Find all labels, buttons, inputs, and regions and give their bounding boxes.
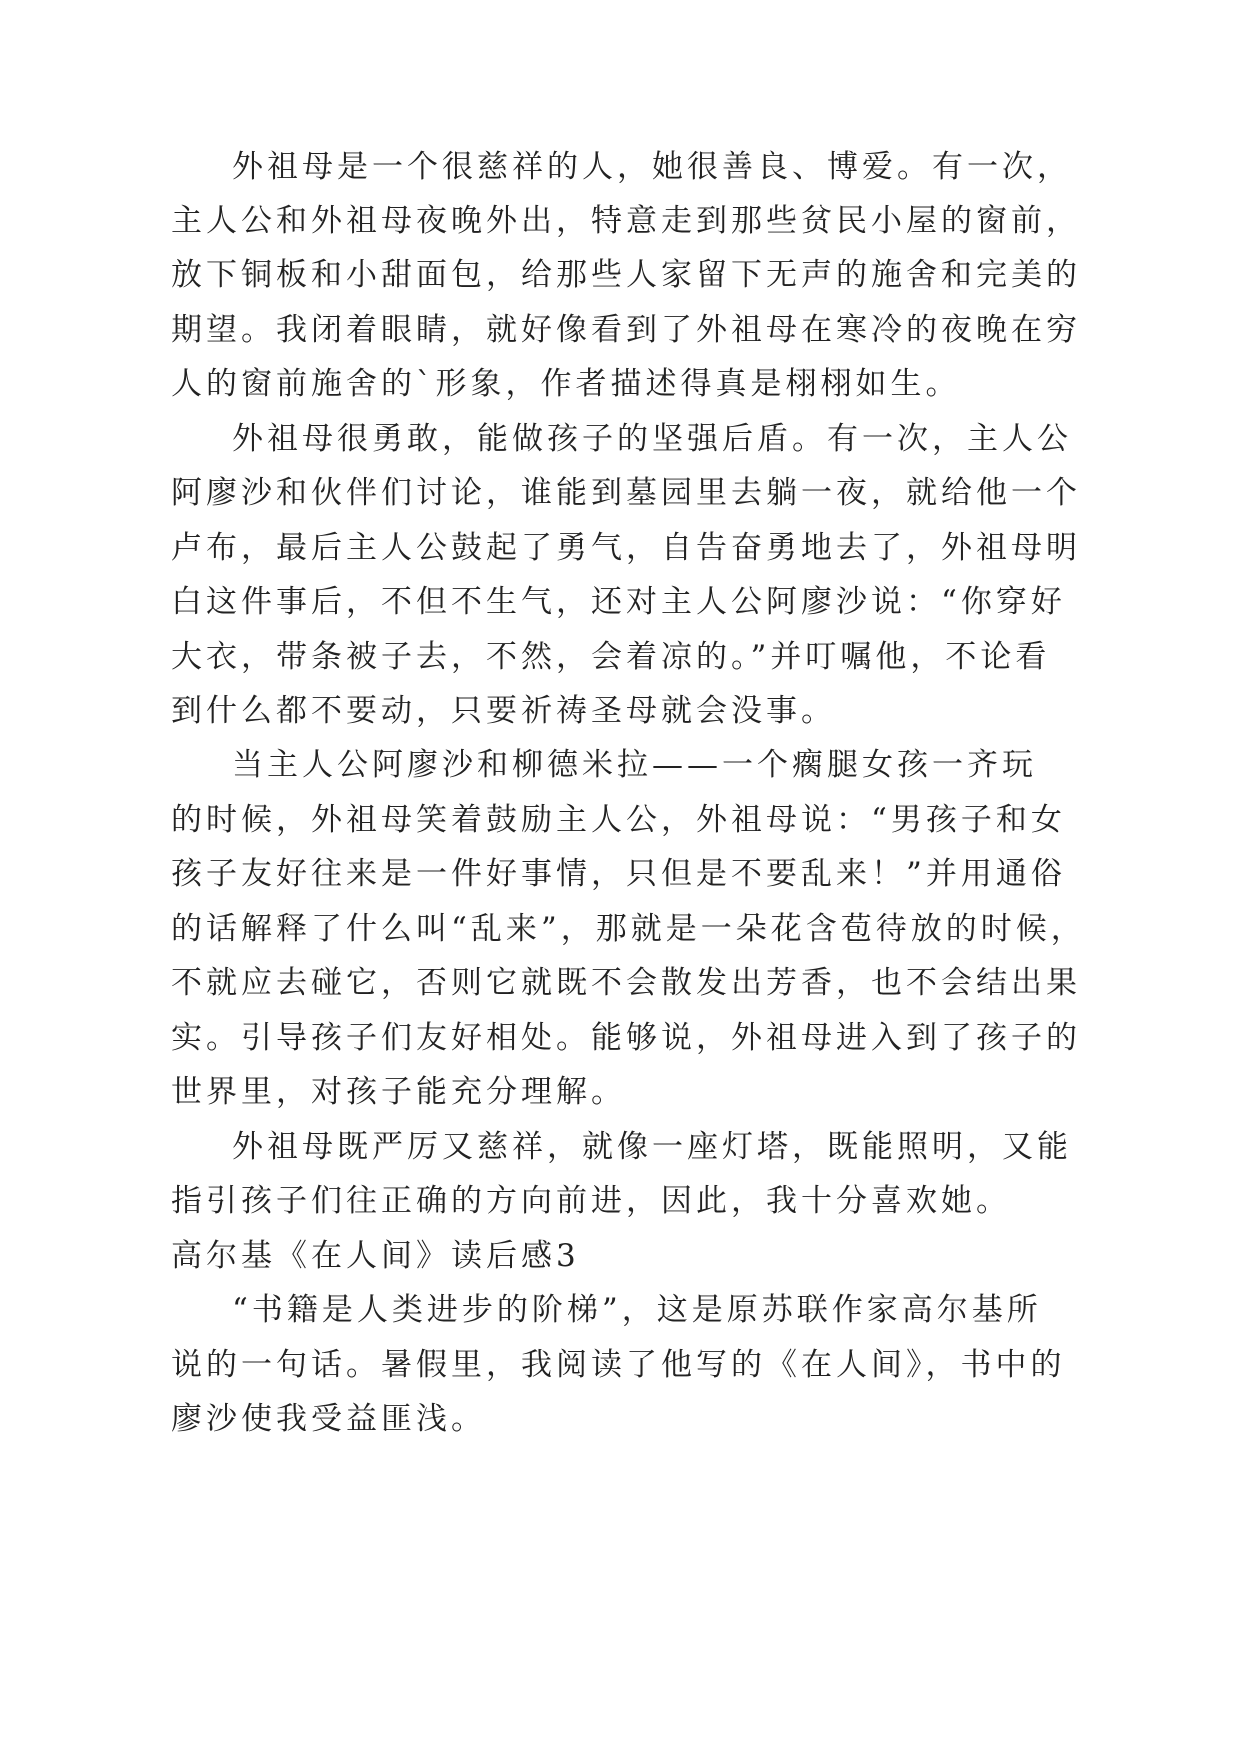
text-line: 的时候，外祖母笑着鼓励主人公，外祖母说：“男孩子和女 [171, 802, 1066, 838]
text-line: 期望。我闭着眼睛，就好像看到了外祖母在寒冷的夜晚在穷 [171, 312, 1081, 348]
text-line: 实。引导孩子们友好相处。能够说，外祖母进入到了孩子的 [171, 1020, 1081, 1056]
text-line: 的话解释了什么叫“乱来”，那就是一朵花含苞待放的时候， [171, 911, 1086, 947]
text-line: 说的一句话。暑假里，我阅读了他写的《在人间》，书中的 [171, 1347, 1066, 1383]
text-line: 主人公和外祖母夜晚外出，特意走到那些贫民小屋的窗前， [171, 203, 1081, 239]
text-line: 指引孩子们往正确的方向前进，因此，我十分喜欢她。 [171, 1183, 1011, 1219]
text-line: “书籍是人类进步的阶梯”，这是原苏联作家高尔基所 [232, 1292, 1042, 1328]
text-line: 卢布，最后主人公鼓起了勇气，自告奋勇地去了，外祖母明 [171, 530, 1081, 566]
text-line: 外祖母是一个很慈祥的人，她很善良、博爱。有一次， [232, 149, 1072, 185]
text-line: 孩子友好往来是一件好事情，只但是不要乱来！”并用通俗 [171, 856, 1066, 892]
text-line: 人的窗前施舍的`形象，作者描述得真是栩栩如生。 [171, 366, 961, 402]
text-line: 放下铜板和小甜面包，给那些人家留下无声的施舍和完美的 [171, 257, 1081, 293]
text-line: 到什么都不要动，只要祈祷圣母就会没事。 [171, 693, 836, 729]
text-line: 当主人公阿廖沙和柳德米拉——一个瘸腿女孩一齐玩 [232, 747, 1037, 783]
text-line: 外祖母既严厉又慈祥，就像一座灯塔，既能照明，又能 [232, 1129, 1072, 1165]
text-line: 白这件事后，不但不生气，还对主人公阿廖沙说：“你穿好 [171, 584, 1066, 620]
text-line: 廖沙使我受益匪浅。 [171, 1401, 486, 1437]
text-line: 大衣，带条被子去，不然，会着凉的。”并叮嘱他，不论看 [171, 639, 1051, 675]
text-line: 外祖母很勇敢，能做孩子的坚强后盾。有一次，主人公 [232, 421, 1072, 457]
text-line: 不就应去碰它，否则它就既不会散发出芳香，也不会结出果 [171, 965, 1081, 1001]
text-line: 阿廖沙和伙伴们讨论，谁能到墓园里去躺一夜，就给他一个 [171, 475, 1081, 511]
section-heading: 高尔基《在人间》读后感3 [171, 1238, 580, 1274]
text-line: 世界里，对孩子能充分理解。 [171, 1074, 626, 1110]
